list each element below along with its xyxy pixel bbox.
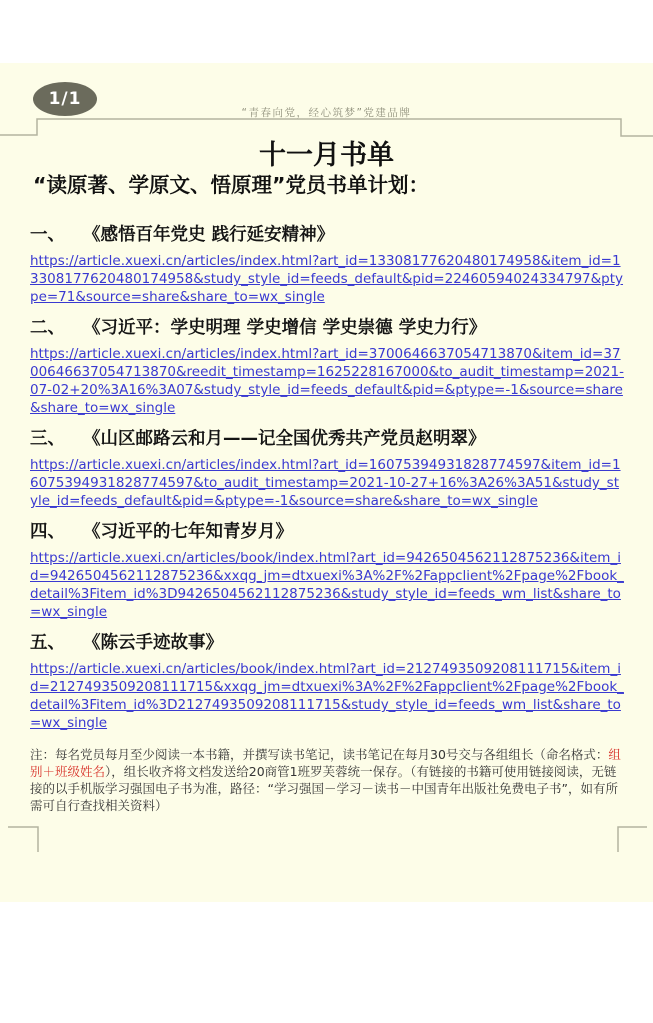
book-list — [30, 223, 625, 814]
book-title — [30, 316, 625, 341]
document-header-caption: “青春向党，经心筑梦”党建品牌 — [241, 107, 412, 119]
document-title: 十一月书单 — [259, 140, 394, 171]
book-link[interactable]: https://article.xuexi.cn/articles/book/index.html?art_id=9426504562112875236&item_id=9426504562112875236&xxqg_jm=dtxuexi%3A%2F%2Fappclient%2Fpage%2Fbook_detail%3Fitem_id%3D9426504562112875236&study_style_id=feeds_wm_list&share_to=wx_single — [30, 550, 624, 620]
book-number: 二、 — [30, 318, 65, 338]
book-link[interactable]: https://article.xuexi.cn/articles/index.html?art_id=3700646637054713870&item_id=3700646637054713870&reedit_timestamp=1625228167000&to_audit_timestamp=2021-07-02+20%3A16%3A07&study_style_id=feeds_default&pid=&ptype=-1&source=share&share_to=wx_single — [30, 346, 624, 416]
book-item — [30, 427, 625, 510]
note-highlight-red: 组别＋班级姓名 — [30, 747, 621, 779]
note-paragraph — [30, 746, 624, 814]
book-title — [30, 520, 625, 545]
book-name: 《习近平的七年知青岁月》 — [83, 522, 293, 542]
book-number: 四、 — [30, 522, 65, 542]
book-link[interactable]: https://article.xuexi.cn/articles/index.html?art_id=16075394931828774597&item_id=16075394931828774597&to_audit_timestamp=2021-10-27+16%3A26%3A51&study_style_id=feeds_default&pid=&ptype=-1&source=share&share_to=wx_single — [30, 457, 621, 509]
book-link[interactable]: https://article.xuexi.cn/articles/index.html?art_id=13308177620480174958&item_id=13308177620480174958&study_style_id=feeds_default&pid=22460594024334797&ptype=71&source=share&share_to=wx_single — [30, 253, 624, 305]
book-item — [30, 223, 625, 306]
page-number-badge: 1/1 — [33, 82, 97, 116]
book-title — [30, 631, 625, 656]
book-name: 《感悟百年党史 践行延安精神》 — [83, 225, 335, 245]
book-number: 三、 — [30, 429, 65, 449]
document-page — [0, 63, 653, 902]
book-name: 《山区邮路云和月——记全国优秀共产党员赵明翠》 — [83, 429, 486, 449]
book-title — [30, 223, 625, 248]
book-item — [30, 631, 625, 732]
book-title — [30, 427, 625, 452]
book-name: 《习近平：学史明理 学史增信 学史崇德 学史力行》 — [83, 318, 487, 338]
book-name: 《陈云手迹故事》 — [83, 633, 223, 653]
book-item — [30, 316, 625, 417]
book-link[interactable]: https://article.xuexi.cn/articles/book/index.html?art_id=2127493509208111715&item_id=2127493509208111715&xxqg_jm=dtxuexi%3A%2F%2Fappclient%2Fpage%2Fbook_detail%3Fitem_id%3D2127493509208111715&study_style_id=feeds_wm_list&share_to=wx_single — [30, 661, 624, 731]
book-number: 一、 — [30, 225, 65, 245]
note-text-after: ），组长收齐将文档发送给20商管1班罗芙蓉统一保存。（有链接的书籍可使用链接阅读，无链接的以手机版学习强国电子书为准，路径：“学习强国－学习－读书－中国青年出版社免费电子书”，如有所需可自行查找相关资料） — [30, 764, 618, 813]
book-item — [30, 520, 625, 621]
document-subtitle: “读原著、学原文、悟原理”党员书单计划： — [33, 173, 429, 197]
book-number: 五、 — [30, 633, 65, 653]
note-text-before: 注：每名党员每月至少阅读一本书籍，并撰写读书笔记，读书笔记在每月30号交与各组组长（命名格式： — [30, 747, 609, 762]
